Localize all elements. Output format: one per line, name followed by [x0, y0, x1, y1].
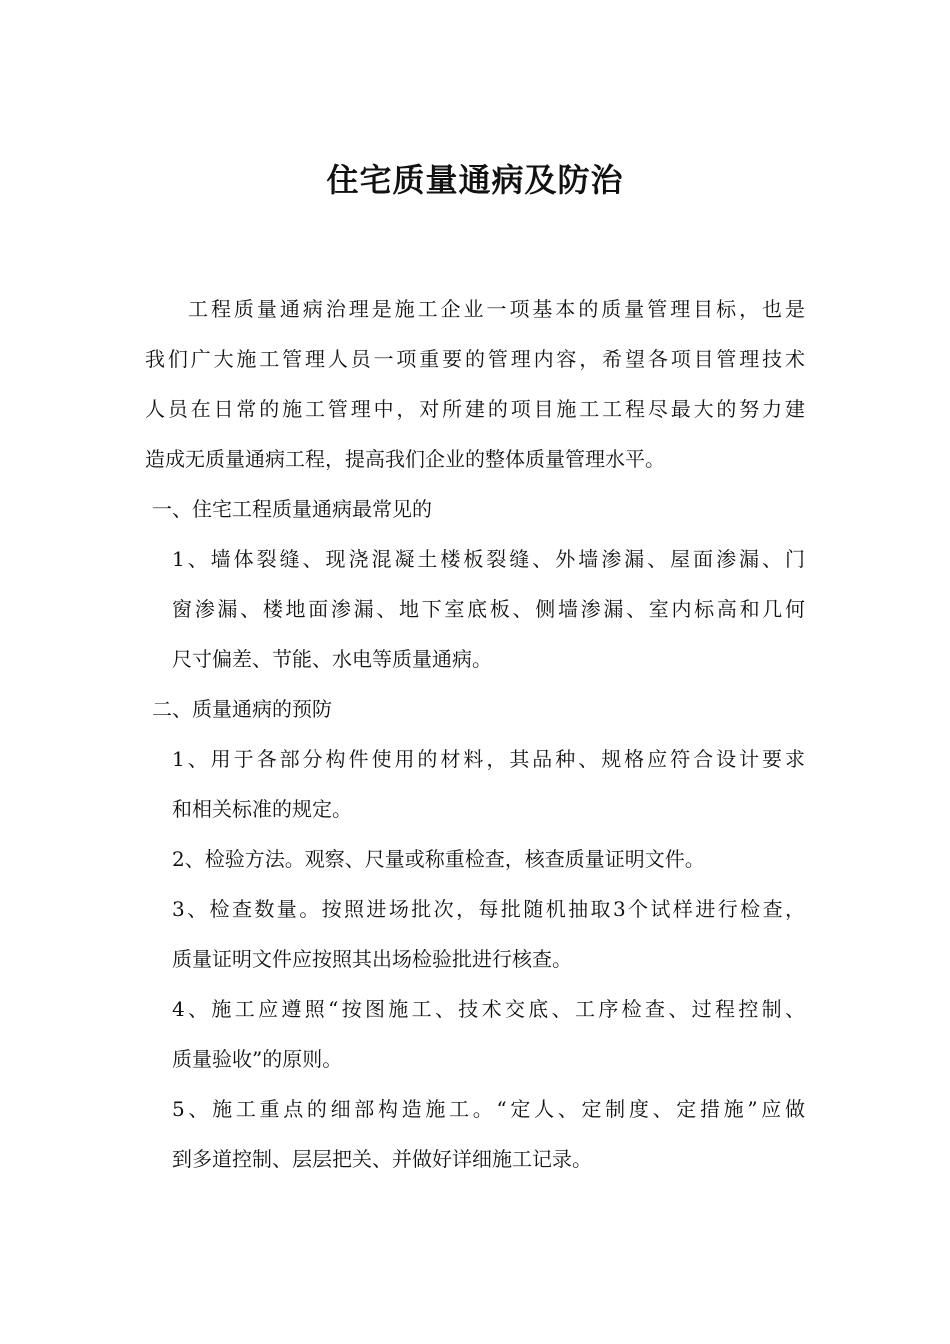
section-2-item-2-line-1: 2、检验方法。观察、尺量或称重检查，核查质量证明文件。: [172, 847, 705, 871]
intro-line-1: 工程质量通病治理是施工企业一项基本的质量管理目标，也是: [188, 297, 805, 321]
document-title: 住宅质量通病及防治: [326, 161, 624, 199]
section-2-item-4-line-2: 质量验收”的原则。: [172, 1047, 343, 1071]
section-1-item-1-line-1: 1、墙体裂缝、现浇混凝土楼板裂缝、外墙渗漏、屋面渗漏、门: [172, 547, 805, 571]
section-2-item-3-line-1: 3、检查数量。按照进场批次，每批随机抽取3个试样进行检查，: [172, 897, 805, 921]
section-2-item-5-line-2: 到多道控制、层层把关、并做好详细施工记录。: [172, 1147, 592, 1171]
intro-line-4: 造成无质量通病工程，提高我们企业的整体质量管理水平。: [145, 447, 665, 471]
section-2-item-1-line-1: 1、用于各部分构件使用的材料，其品种、规格应符合设计要求: [172, 747, 805, 771]
section-1-item-1-line-2: 窗渗漏、楼地面渗漏、地下室底板、侧墙渗漏、室内标高和几何: [172, 597, 805, 621]
section-2-item-5-line-1: 5、施工重点的细部构造施工。“定人、定制度、定措施”应做: [172, 1097, 805, 1121]
section-2-item-3-line-2: 质量证明文件应按照其出场检验批进行核查。: [172, 947, 572, 971]
section-2-item-4-line-1: 4、施工应遵照“按图施工、技术交底、工序检查、过程控制、: [172, 997, 805, 1021]
section-2-item-1-line-2: 和相关标准的规定。: [172, 797, 352, 821]
intro-line-3: 人员在日常的施工管理中，对所建的项目施工工程尽最大的努力建: [145, 397, 805, 421]
intro-line-2: 我们广大施工管理人员一项重要的管理内容，希望各项目管理技术: [145, 347, 805, 371]
section-2-heading: 二、质量通病的预防: [152, 697, 332, 721]
section-1-heading: 一、住宅工程质量通病最常见的: [152, 497, 432, 521]
section-1-item-1-line-3: 尺寸偏差、节能、水电等质量通病。: [172, 647, 492, 671]
